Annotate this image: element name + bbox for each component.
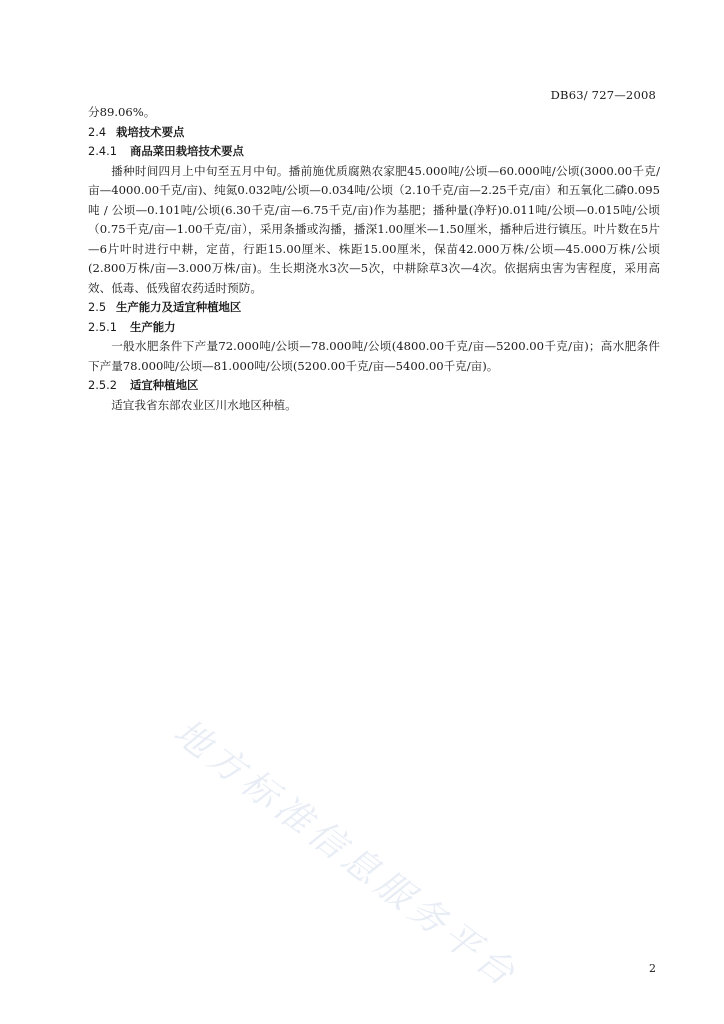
intro-line: 分89.06%。 [88,105,156,119]
section-number: 2.5.1 [88,319,117,334]
section-title: 生产能力及适宜种植地区 [116,300,242,314]
section-heading-2-4-1 [88,142,660,162]
standard-code: DB63/ 727—2008 [550,88,656,102]
section-heading-2-5-2 [88,376,660,396]
section-heading-2-5 [88,298,660,318]
section-number: 2.4.1 [88,144,117,158]
section-title: 生产能力 [130,319,176,334]
paragraph-cultivation: 播种时间四月上中旬至五月中旬。播前施优质腐熟农家肥45.000吨/公顷—60.000吨/公顷(3000.00千克/亩—4000.00千克/亩)、纯氮0.032吨/公顷—0.034吨/公顷（2.10千克/亩—2.25千克/亩）和五氧化二磷0.095吨 / 公顷—0.101吨/公顷(6.30千克/亩—6.75千克/亩)作为基肥；播种量(净籽)0.011吨/公顷—0.015吨/公顷（0.75千克/亩—1.00千克/亩），采用条播或沟播，播深1.00厘米—1.50厘米，播种后进行镇压。叶片数在5片—6片叶时进行中耕，定苗，行距15.00厘米、株距15.00厘米，保苗42.000万株/公顷—45.000万株/公顷(2.800万株/亩—3.000万株/亩)。生长期浇水3次—5次，中耕除草3次—4次。依据病虫害为害程度，采用高效、低毒、低残留农药适时预防。 [88,163,660,295]
section-number: 2.5.2 [88,378,117,392]
paragraph-production-capacity: 一般水肥条件下产量72.000吨/公顷—78.000吨/公顷(4800.00千克/亩—5200.00千克/亩)；高水肥条件下产量78.000吨/公顷—81.000吨/公顷(5200.00千克/亩—5400.00千克/亩)。 [88,339,660,373]
section-heading-2-4 [88,123,660,143]
section-heading-2-5-1 [88,318,660,338]
paragraph-suitable-area: 适宜我省东部农业区川水地区种植。 [111,397,297,412]
watermark: 地方标准信息服务平台 [165,711,526,998]
section-number: 2.4 [88,124,107,139]
section-title: 商品菜田栽培技术要点 [130,144,244,158]
section-title: 适宜种植地区 [130,378,199,392]
section-number: 2.5 [88,300,107,314]
page-number: 2 [649,962,656,975]
document-body [88,103,660,415]
section-title: 栽培技术要点 [116,124,185,139]
